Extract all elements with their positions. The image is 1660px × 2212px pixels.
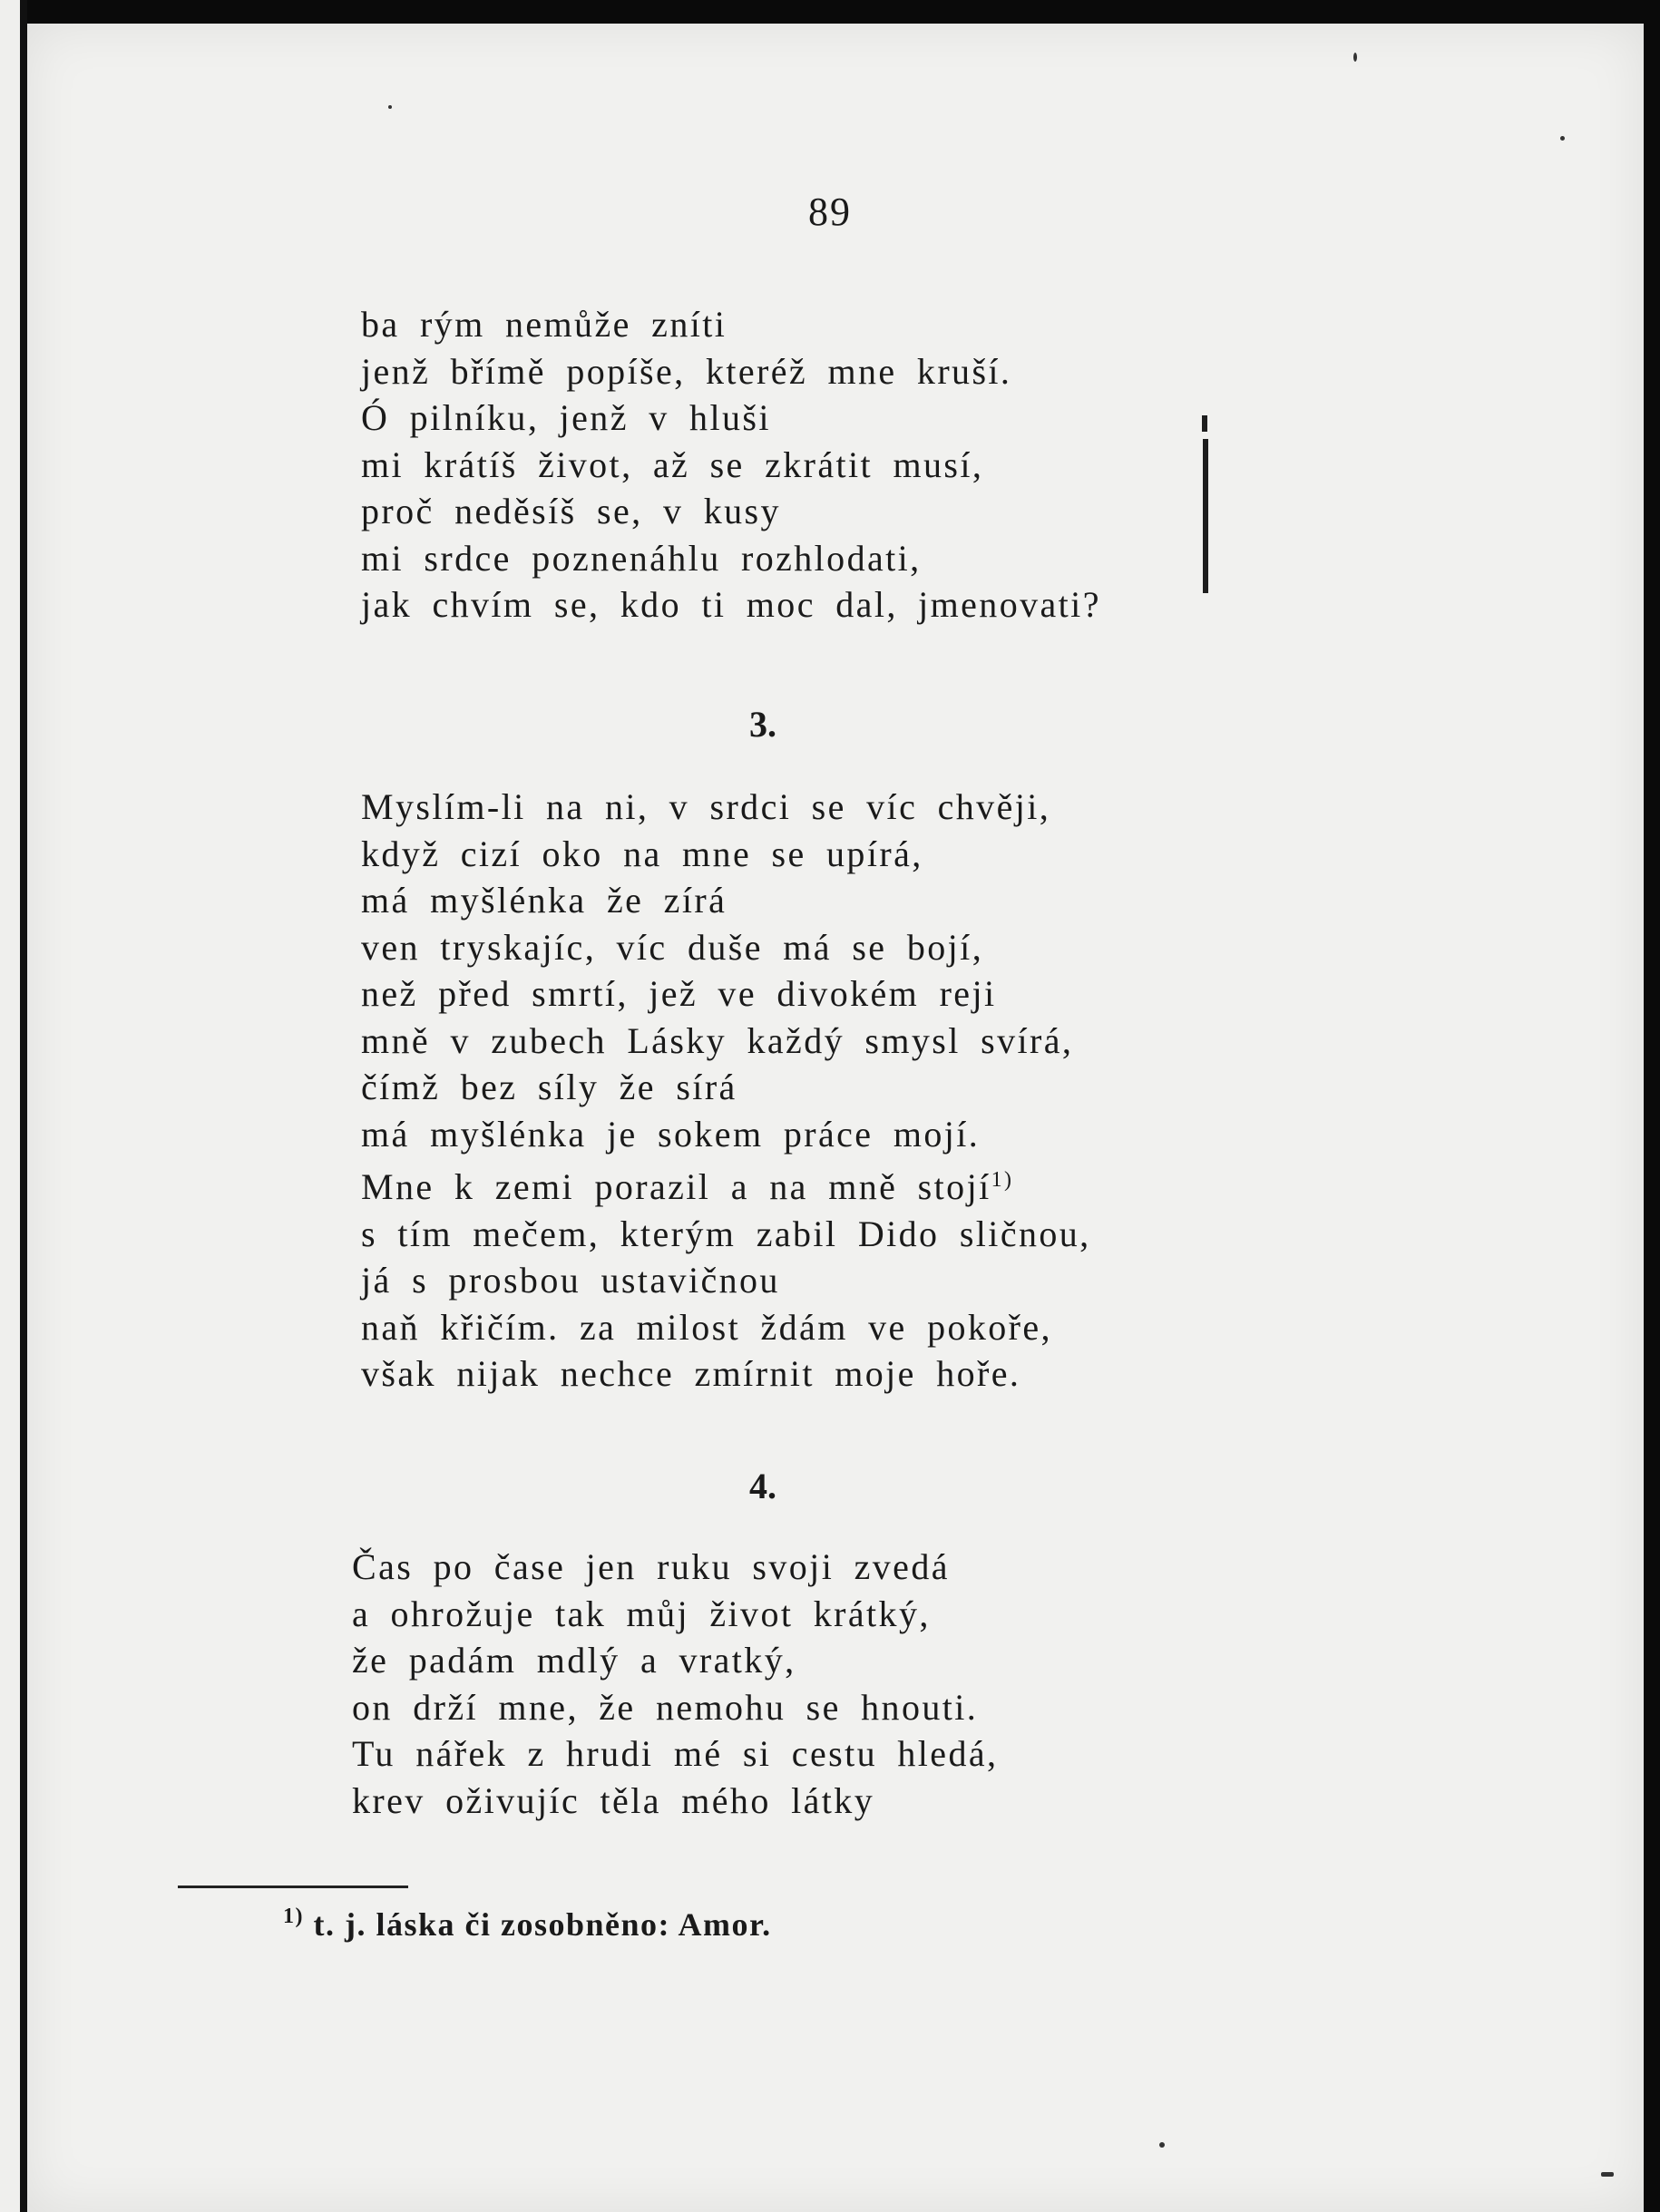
- verse-line: má myšlénka je sokem práce mojí.: [361, 1113, 981, 1155]
- scan-left-edge: [0, 0, 27, 2212]
- verse-line: ba rým nemůže zníti: [361, 304, 727, 345]
- scan-speck: [1353, 53, 1357, 62]
- stanza-section-4: [352, 1544, 998, 1824]
- verse-line: mně v zubech Lásky každý smysl svírá,: [361, 1019, 1074, 1061]
- section-number: 4.: [749, 1466, 776, 1506]
- page-number: 89: [808, 190, 852, 234]
- verse-line: že padám mdlý a vratký,: [352, 1640, 796, 1681]
- scan-right-edge: [1644, 0, 1660, 2212]
- verse-line: s tím mečem, kterým zabil Dido sličnou,: [361, 1213, 1091, 1254]
- verse-line: jak chvím se, kdo ti moc dal, jmenovati?: [361, 584, 1101, 625]
- scan-speck: [1601, 2172, 1614, 2177]
- verse-text: Mne k zemi porazil a na mně stojí: [361, 1166, 991, 1207]
- verse-line: však nijak nechce zmírnit moje hoře.: [361, 1353, 1021, 1394]
- footnote-rule: [178, 1886, 408, 1888]
- section-number: 3.: [749, 704, 776, 745]
- scan-speck: [388, 105, 392, 109]
- scan-top-edge: [0, 0, 1660, 24]
- verse-line: a ohrožuje tak můj život krátký,: [352, 1593, 931, 1634]
- verse-line: Čas po čase jen ruku svoji zvedá: [352, 1546, 950, 1587]
- scan-speck: [1560, 136, 1565, 141]
- verse-line: on drží mne, že nemohu se hnouti.: [352, 1686, 979, 1728]
- verse-line: krev oživujíc těla mého látky: [352, 1779, 875, 1821]
- stanza-continuation: [361, 301, 1101, 629]
- footnote-text: t. j. láska či zosobněno: Amor.: [313, 1906, 772, 1943]
- scan-speck: [1159, 2142, 1165, 2148]
- verse-line: ven tryskajíc, víc duše má se bojí,: [361, 926, 984, 968]
- verse-line: Tu nářek z hrudi mé si cestu hledá,: [352, 1733, 999, 1774]
- verse-line: jenž břímě popíše, kteréž mne kruší.: [361, 350, 1012, 392]
- verse-line-with-footnote: [361, 1157, 1091, 1211]
- verse-line: naň křičím. za milost ždám ve pokoře,: [361, 1306, 1052, 1348]
- verse-line: když cizí oko na mne se upírá,: [361, 833, 923, 874]
- footnote: [283, 1905, 772, 1944]
- footnote-reference: 1): [991, 1168, 1014, 1192]
- verse-line: čímž bez síly že sírá: [361, 1067, 737, 1107]
- verse-line: Myslím-li na ni, v srdci se víc chvěji,: [361, 786, 1051, 827]
- footnote-marker: 1): [283, 1905, 304, 1928]
- verse-line: mi srdce poznenáhlu rozhlodati,: [361, 537, 922, 579]
- verse-line: má myšlénka že zírá: [361, 880, 727, 921]
- verse-line: mi krátíš život, až se zkrátit musí,: [361, 443, 984, 485]
- verse-line: Ó pilníku, jenž v hluši: [361, 397, 771, 438]
- verse-line: já s prosbou ustavičnou: [361, 1260, 780, 1301]
- stanza-section-3: [361, 784, 1091, 1398]
- verse-line: proč neděsíš se, v kusy: [361, 491, 781, 531]
- verse-line: než před smrtí, jež ve divokém reji: [361, 973, 997, 1014]
- margin-bar: [1203, 439, 1208, 593]
- margin-mark: [1202, 415, 1207, 432]
